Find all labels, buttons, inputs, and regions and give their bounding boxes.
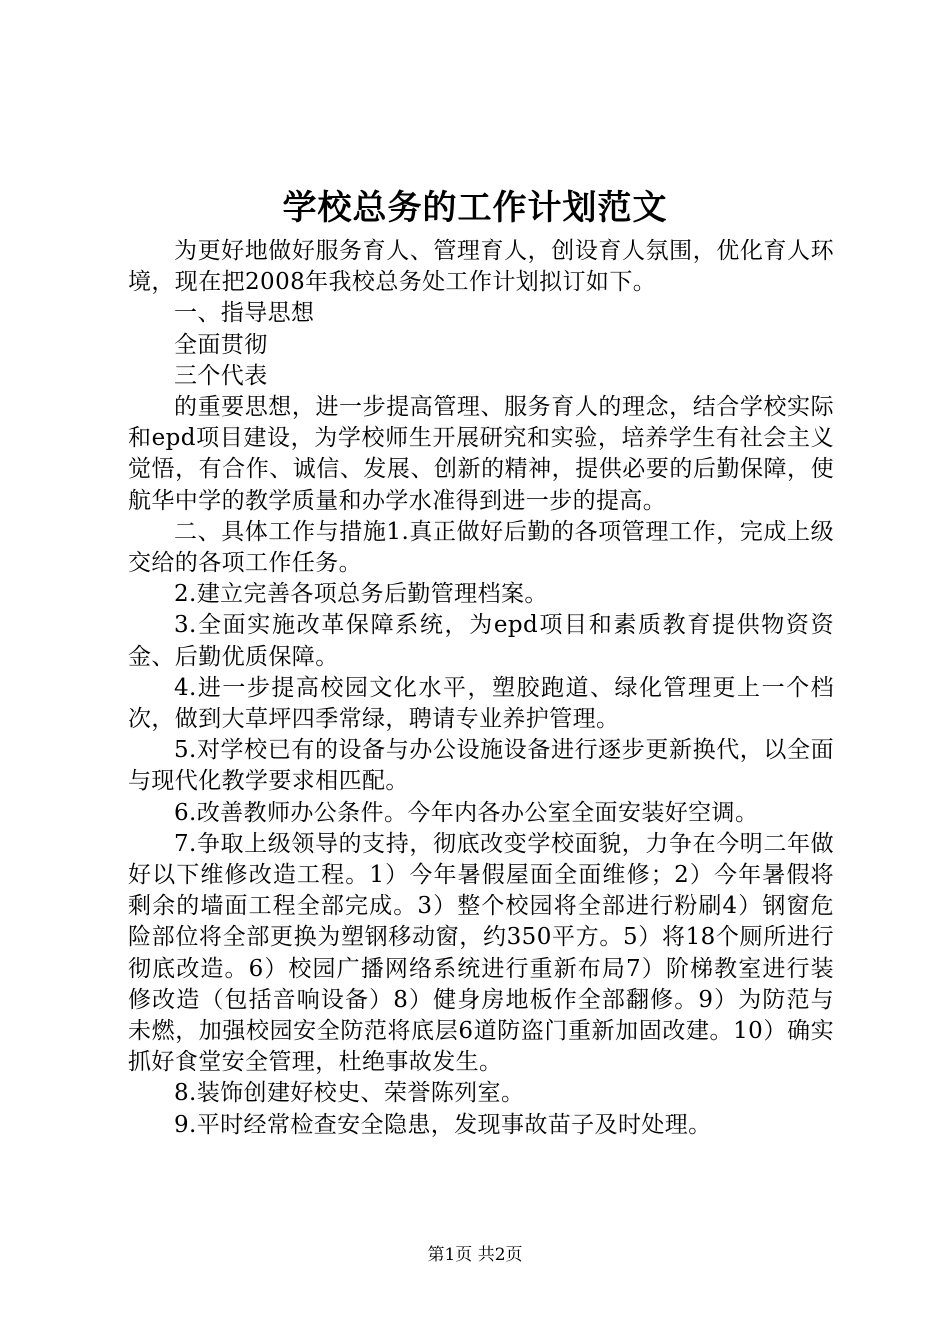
paragraph-intro: 为更好地做好服务育人、管理育人，创设育人氛围，优化育人环境，现在把2008年我校总务处工作计划拟订如下。	[128, 238, 834, 296]
paragraph-heading-guiding-thought: 一、指导思想	[174, 300, 315, 327]
paragraph-important-thought: 的重要思想，进一步提高管理、服务育人的理念，结合学校实际和epd项目建设，为学校师生开展研究和实验，培养学生有社会主义觉悟，有合作、诚信、发展、创新的精神，提供必要的后勤保障，使航华中学的教学质量和办学水准得到进一步的提高。	[128, 394, 834, 514]
paragraph-item-6: 6.改善教师办公条件。今年内各办公室全面安装好空调。	[174, 799, 759, 826]
paragraph-item-3: 3.全面实施改革保障系统，为epd项目和素质教育提供物资资金、后勤优质保障。	[128, 612, 834, 670]
paragraph-item-5: 5.对学校已有的设备与办公设施设备进行逐步更新换代，以全面与现代化教学要求相匹配。	[128, 737, 834, 795]
paragraph-item-9: 9.平时经常检查安全隐患，发现事故苗子及时处理。	[174, 1111, 712, 1138]
paragraph-item-7: 7.争取上级领导的支持，彻底改变学校面貌，力争在今明二年做好以下维修改造工程。1）今年暑假屋面全面维修；2）今年暑假将剩余的墙面工程全部完成。3）整个校园将全部进行粉刷4）钢窗危险部位将全部更换为塑钢移动窗，约350平方。5）将18个厕所进行彻底改造。6）校园广播网络系统进行重新布局7）阶梯教室进行装修改造（包括音响设备）8）健身房地板作全部翻修。9）为防范与未燃，加强校园安全防范将底层6道防盗门重新加固改建。10）确实抓好食堂安全管理，杜绝事故发生。	[128, 830, 834, 1076]
document-title: 学校总务的工作计划范文	[282, 188, 668, 228]
paragraph-item-4: 4.进一步提高校园文化水平，塑胶跑道、绿化管理更上一个档次，做到大草坪四季常绿，聘请专业养护管理。	[128, 674, 834, 733]
document-body	[128, 236, 834, 1141]
paragraph-three-represents: 三个代表	[174, 362, 268, 389]
paragraph-item-8: 8.装饰创建好校史、荣誉陈列室。	[174, 1080, 525, 1107]
paragraph-specific-measures: 二、具体工作与措施1.真正做好后勤的各项管理工作，完成上级交给的各项工作任务。	[128, 518, 834, 577]
paragraph-item-2: 2.建立完善各项总务后勤管理档案。	[174, 581, 548, 608]
paragraph-fully-implement: 全面贯彻	[174, 331, 268, 358]
page-number-footer: 第1页 共2页	[427, 1245, 523, 1265]
